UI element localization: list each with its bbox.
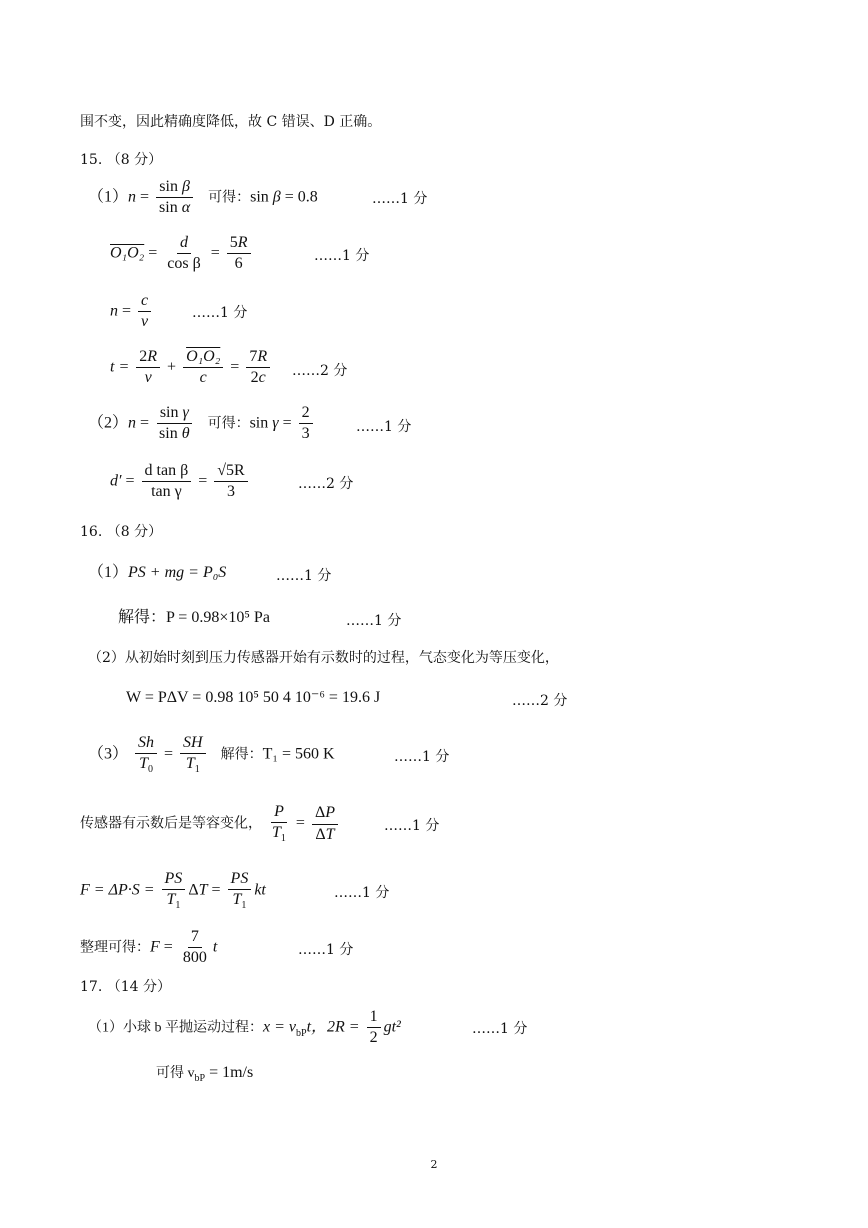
q15-eq4: t = $\frac{2R}{v}$ + $\frac{\text{O₁O₂}}{c}$ = $\frac{7R}{2c}$ [110,348,273,388]
q16-eq5: 传感器有示数后是等容变化， $\frac{P}{T_1}$ = $\frac{\Delta P}{\Delta T}$ [80,803,341,845]
score: ……1 分 [356,419,412,435]
q15-header: 15. （8 分） [80,152,163,168]
score: ……1 分 [346,613,402,629]
q15-eq3: n = $\frac{c}{v}$ [110,292,154,332]
q17-eq2-val: = 1m/s [205,1064,254,1081]
q16-part2-text: （2）从初始时刻到压力传感器开始有示数时的过程，气态变化为等压变化， [88,650,559,666]
q16-eq5-lead: 传感器有示数后是等容变化， [80,816,262,832]
score: ……2 分 [512,693,568,709]
fraction: $\frac{Sh}{T_0}$ [135,734,157,776]
score: ……1 分 [334,885,390,901]
fraction: $\frac{\Delta P}{\Delta T}$ [312,804,338,844]
score: ……2 分 [298,476,354,492]
q15-eq5-lead: （2） [88,414,129,432]
q16-eq4-mid: 解得： [220,747,263,763]
q17-eq1-b: t，2R = [306,1018,360,1036]
fraction: $\frac{√5R}{3}$ [214,462,247,502]
fraction-den: tan γ [151,483,182,501]
fraction: $\frac{c}{v}$ [138,292,151,332]
score: ……2 分 [292,363,348,379]
q16-eq4-val: T₁ = 560 K [262,745,335,763]
q15-eq5: （2）n = $\frac{\text{sin γ}}{\text{sin θ}}$ 可得：sin γ = $\frac{2}{3}$ [88,404,316,444]
score: ……1 分 [276,568,332,584]
score: ……1 分 [298,942,354,958]
q16-eq2: 解得：P = 0.98×10⁵ Pa [118,609,270,626]
q15-eq1: （1）n = $\frac{\text{sin β}}{\text{sin α}}$ 可得：sin β = 0.8 [88,178,318,217]
score: ……1 分 [394,749,450,765]
q15-eq5-mid: 可得： [207,416,250,432]
fraction: $\frac{PS}{T_1}$ [162,870,186,912]
subscript: bP [296,1027,307,1039]
fraction [142,462,192,502]
fraction: $\frac{5R}{6}$ [227,234,251,274]
segment-o1o2: O₁O₂ [110,244,145,262]
fraction-num: √5R [214,462,247,482]
q17-eq1-lead: （1）小球 b 平抛运动过程： [88,1020,263,1036]
q16-eq6: F = ΔP·S = $\frac{PS}{T_1}$ ΔT = $\frac{PS}{T_1}$ kt [80,870,266,912]
q15-eq1-lead: （1） [88,188,129,206]
fraction: $\frac{7R}{2c}$ [246,348,270,388]
fraction: $\frac{PS}{T_1}$ [228,870,252,912]
q16-eq4: （3） $\frac{Sh}{T_0}$ = $\frac{SH}{T_1}$ 解得：T₁ = 560 K [88,734,335,776]
page-number: 2 [430,1158,438,1171]
fraction: $\frac{2}{3}$ [299,404,313,444]
q17-eq2 [156,1063,253,1089]
score: ……1 分 [192,305,248,321]
fraction: $\frac{\text{O₁O₂}}{c}$ [183,348,223,388]
q16-eq4-lead: （3） [88,745,129,763]
q17-eq1-a: x = v [263,1018,296,1036]
fraction: $\frac{\text{sin β}}{\text{sin α}}$ [156,178,193,218]
q16-eq1-body: PS + mg = P₀S [128,564,227,581]
fraction-num: d tan β [142,462,192,482]
fraction: $\frac{7}{800}$ [182,928,207,967]
q15-eq2: O₁O₂ = $\frac{d}{\text{cos β}}$ = $\frac{5R}{6}$ [110,234,254,274]
q17-eq2-lead: 可得 v [156,1066,195,1081]
q16-eq6-lead: F = ΔP·S = [80,881,155,899]
q16-header: 16. （8 分） [80,524,163,540]
fraction: $\frac{\text{sin γ}}{\text{sin θ}}$ [156,404,193,444]
q16-eq7-lead: 整理可得： [80,940,150,956]
q16-eq1-lead: （1） [88,564,129,581]
score: ……1 分 [384,818,440,834]
q15-eq6: d′ = $\frac{\text{d tan β}}{\text{tan γ}}$ = $\frac{√5R}{3}$ [110,462,251,502]
fraction: $\frac{1}{2}$ [367,1008,381,1048]
q17-eq1-c: gt² [383,1018,401,1036]
q15-eq1-val: = 0.8 [284,188,318,206]
fraction: $\frac{2R}{v}$ [136,348,160,388]
q15-eq4-lead: t = [110,358,130,376]
score: ……1 分 [372,191,428,207]
fraction: $\frac{d}{\text{cos β}}$ [164,234,203,274]
q17-header: 17. （14 分） [80,979,171,995]
score: ……1 分 [314,248,370,264]
q16-eq1 [88,563,226,583]
q15-eq1-mid: 可得： [208,190,251,206]
subscript: bP [194,1073,206,1085]
fraction: $\frac{P}{T_1}$ [272,803,286,845]
fraction: $\frac{SH}{T_1}$ [180,734,206,776]
q17-eq1 [88,1008,401,1048]
q16-eq7: 整理可得：F = $\frac{7}{800}$ t [80,928,218,967]
fraction-den: cos β [167,255,201,273]
intro-text: 围不变，因此精确度降低，故 C 错误、D 正确。 [80,114,382,130]
score: ……1 分 [472,1021,528,1037]
q16-eq3: W = PΔV = 0.98 10⁵ 50 4 10⁻⁶ = 19.6 J [126,689,381,706]
fraction-num: O₁O₂ [183,348,223,368]
